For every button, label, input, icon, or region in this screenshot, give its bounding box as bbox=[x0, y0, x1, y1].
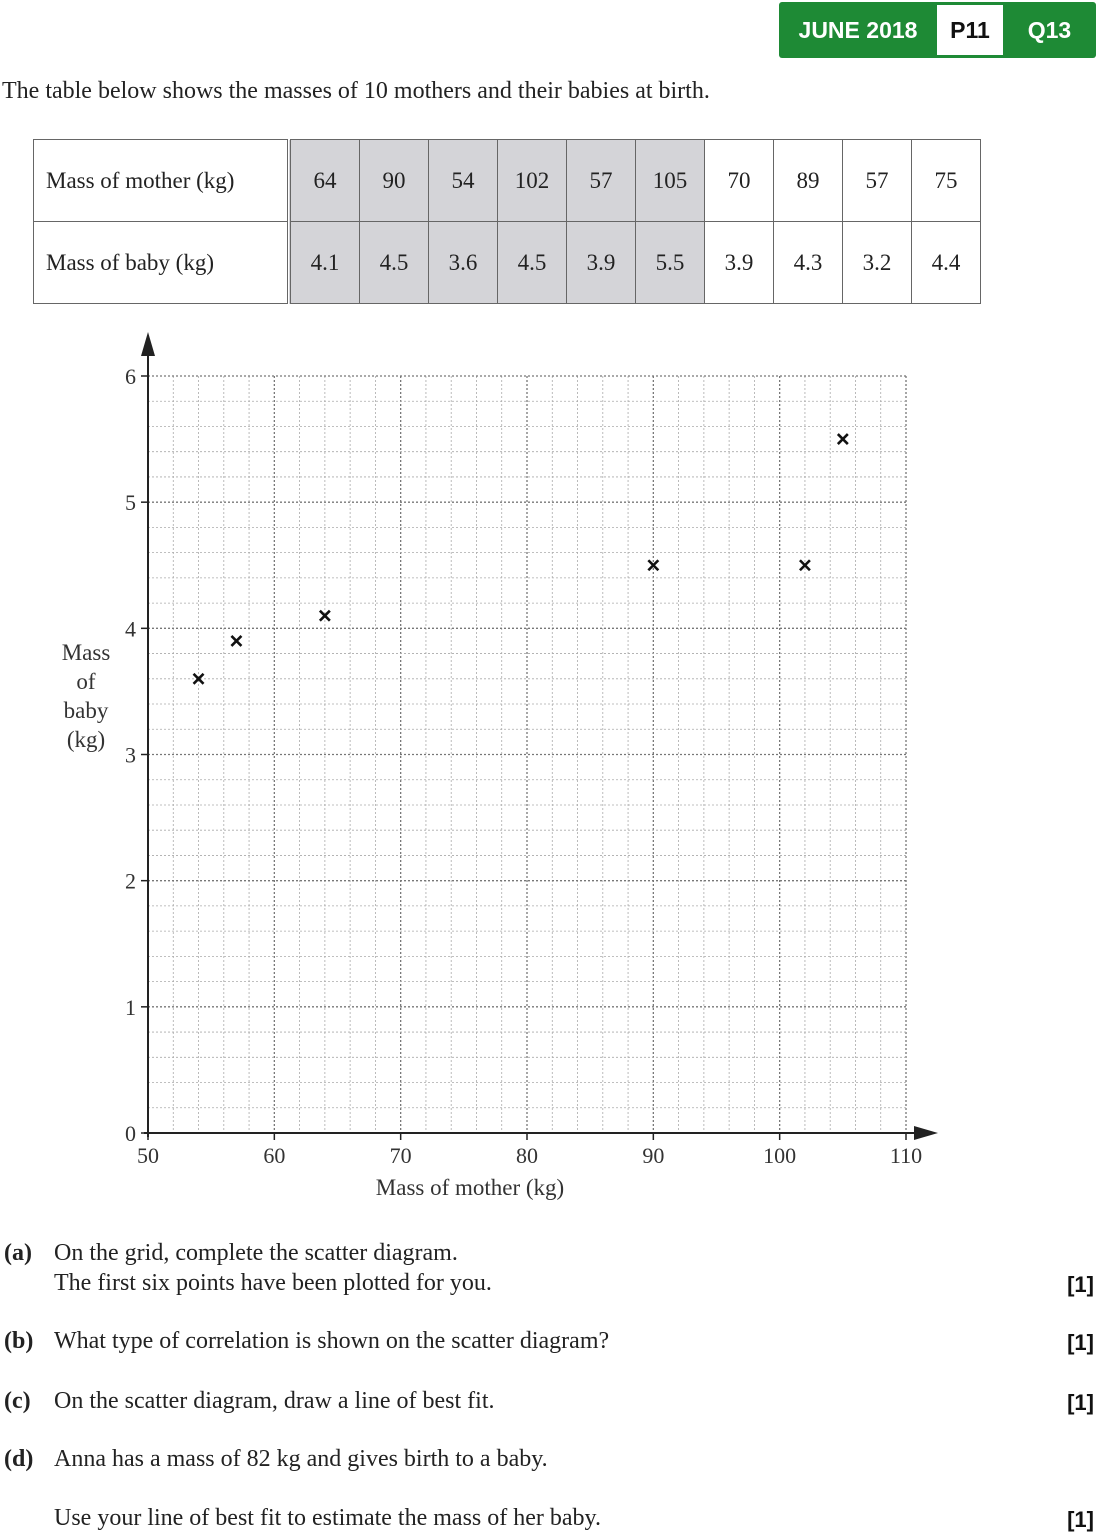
question-a-label: (a) bbox=[4, 1240, 32, 1266]
data-point bbox=[194, 674, 204, 684]
badge-session: JUNE 2018 bbox=[798, 16, 918, 43]
mother-cell: 75 bbox=[912, 140, 981, 222]
mother-row bbox=[34, 140, 981, 222]
y-tick-label: 1 bbox=[125, 994, 136, 1020]
baby-cell: 3.2 bbox=[843, 222, 912, 304]
baby-cell: 5.5 bbox=[636, 222, 705, 304]
y-tick-label: 3 bbox=[125, 742, 136, 768]
badge-paper: P11 bbox=[937, 5, 1003, 55]
x-tick-label: 50 bbox=[137, 1143, 159, 1168]
question-c-mark: [1] bbox=[1067, 1390, 1094, 1415]
x-tick-label: 110 bbox=[889, 1143, 923, 1168]
x-tick-label: 60 bbox=[263, 1143, 286, 1168]
chart-grid bbox=[148, 376, 906, 1133]
baby-cell: 4.5 bbox=[360, 222, 429, 304]
mother-cell: 70 bbox=[705, 140, 774, 222]
baby-cell: 4.1 bbox=[289, 222, 360, 304]
mother-cell: 57 bbox=[567, 140, 636, 222]
baby-cell: 4.3 bbox=[774, 222, 843, 304]
y-axis-label: baby bbox=[63, 698, 109, 723]
x-tick-label: 70 bbox=[389, 1143, 412, 1168]
question-d bbox=[4, 1446, 548, 1473]
y-tick-label: 6 bbox=[125, 364, 136, 389]
baby-cell: 4.5 bbox=[498, 222, 567, 304]
scatter-chart[interactable] bbox=[0, 320, 1000, 1210]
question-b-label: (b) bbox=[4, 1328, 34, 1354]
y-tick-label: 5 bbox=[125, 490, 136, 516]
y-axis-arrow bbox=[141, 332, 155, 356]
question-a-mark: [1] bbox=[1067, 1272, 1094, 1297]
question-a bbox=[4, 1240, 458, 1267]
question-c-line1: On the scatter diagram, draw a line of best fit. bbox=[54, 1388, 495, 1414]
intro-text: The table below shows the masses of 10 mothers and their babies at birth. bbox=[2, 78, 710, 104]
question-b bbox=[4, 1328, 609, 1355]
x-tick-label: 80 bbox=[516, 1143, 538, 1168]
question-a-line1: On the grid, complete the scatter diagram. bbox=[54, 1240, 458, 1266]
x-axis-label: Mass of mother (kg) bbox=[375, 1175, 565, 1200]
mother-cell: 102 bbox=[498, 140, 567, 222]
badge-question: Q13 bbox=[1027, 16, 1072, 43]
mother-cell: 54 bbox=[429, 140, 498, 222]
mother-cell: 64 bbox=[289, 140, 360, 222]
question-b-mark: [1] bbox=[1067, 1330, 1094, 1355]
question-a-line2: The first six points have been plotted for you. bbox=[54, 1270, 492, 1296]
mother-cell: 105 bbox=[636, 140, 705, 222]
baby-cell: 3.6 bbox=[429, 222, 498, 304]
y-tick-label: 2 bbox=[125, 868, 136, 894]
mother-cell: 89 bbox=[774, 140, 843, 222]
exam-badge bbox=[779, 2, 1096, 58]
question-d-line1: Anna has a mass of 82 kg and gives birth to a baby. bbox=[54, 1446, 548, 1472]
question-b-line1: What type of correlation is shown on the scatter diagram? bbox=[54, 1328, 610, 1354]
question-d-line2: Use your line of best fit to estimate the mass of her baby. bbox=[54, 1505, 601, 1531]
mother-cell: 90 bbox=[360, 140, 429, 222]
x-tick-label: 90 bbox=[642, 1143, 665, 1168]
question-d-mark: [1] bbox=[1067, 1507, 1094, 1532]
y-axis-label: Mass bbox=[61, 640, 111, 665]
baby-cell: 3.9 bbox=[705, 222, 774, 304]
question-d-label: (d) bbox=[4, 1446, 34, 1472]
baby-cell: 4.4 bbox=[912, 222, 981, 304]
x-axis-arrow bbox=[914, 1126, 938, 1140]
data-point bbox=[231, 636, 241, 646]
data-point bbox=[838, 434, 848, 444]
row-label-baby: Mass of baby (kg) bbox=[34, 222, 290, 304]
y-axis-label: of bbox=[76, 669, 96, 694]
row-label-mother: Mass of mother (kg) bbox=[34, 140, 290, 222]
y-tick-label: 4 bbox=[125, 616, 136, 642]
baby-cell: 3.9 bbox=[567, 222, 636, 304]
x-tick-label: 100 bbox=[763, 1143, 797, 1168]
question-c-label: (c) bbox=[4, 1388, 31, 1414]
question-c bbox=[4, 1388, 495, 1415]
mother-cell: 57 bbox=[843, 140, 912, 222]
y-tick-label: 0 bbox=[125, 1121, 136, 1146]
y-axis-label: (kg) bbox=[66, 727, 106, 752]
baby-row bbox=[34, 222, 981, 304]
data-table bbox=[33, 139, 981, 304]
